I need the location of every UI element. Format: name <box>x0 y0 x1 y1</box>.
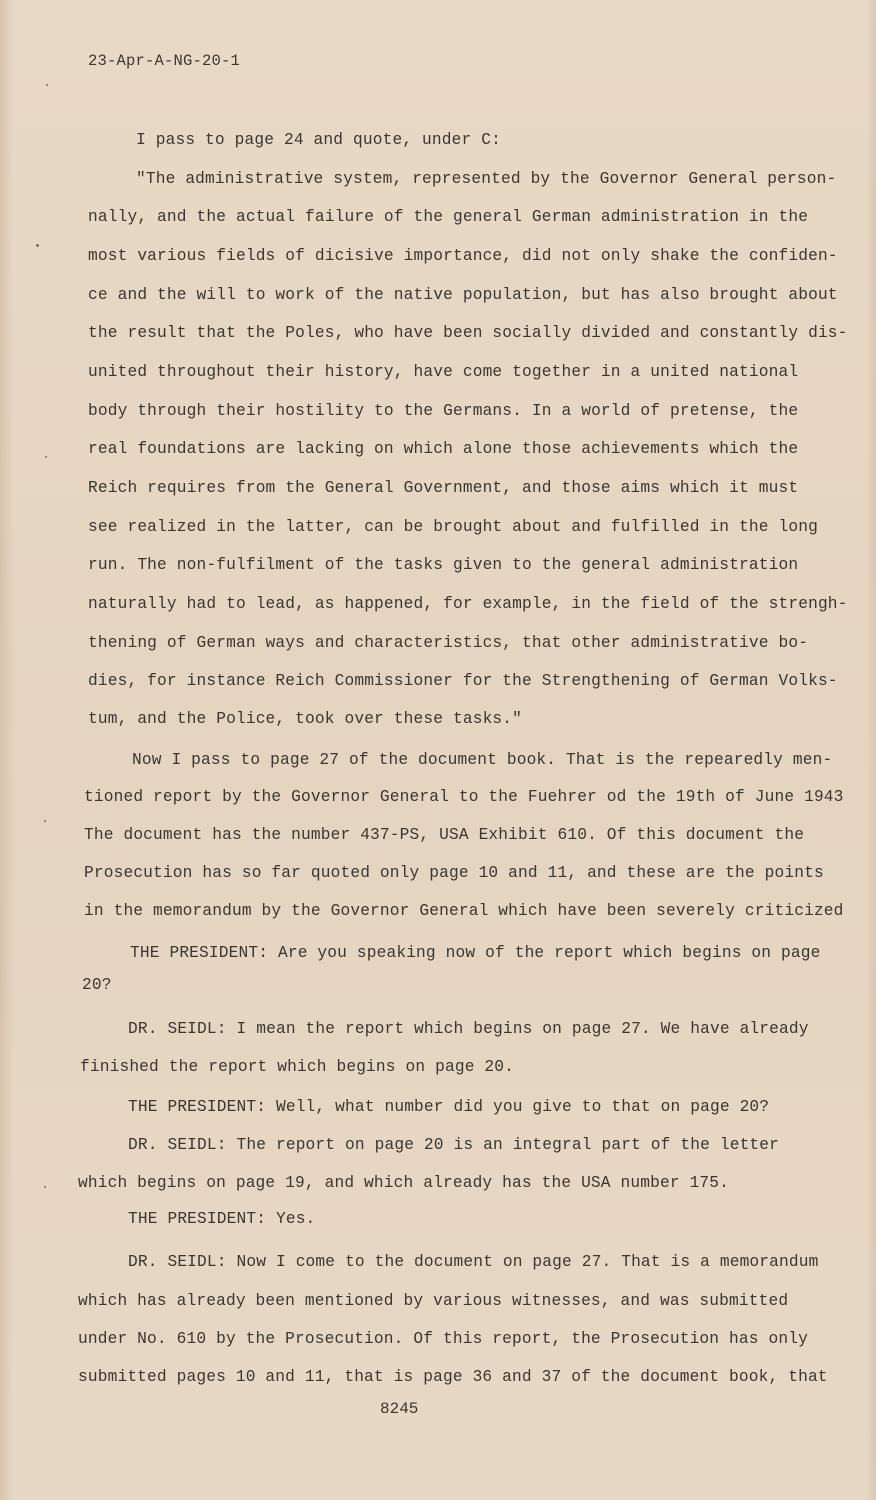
text-line: real foundations are lacking on which alone those achievements which the <box>88 440 799 458</box>
speaker-line: DR. SEIDL: I mean the report which begins on page 27. We have already <box>128 1020 809 1038</box>
page-edge-left <box>0 0 14 1500</box>
text-line: in the memorandum by the Governor General which have been severely criticized <box>84 902 844 920</box>
text-line: The document has the number 437-PS, USA Exhibit 610. Of this document the <box>84 826 805 844</box>
text-line: run. The non-fulfilment of the tasks given to the general administration <box>88 556 799 574</box>
speaker-line: DR. SEIDL: Now I come to the document on page 27. That is a memorandum <box>128 1253 819 1271</box>
text-line: "The administrative system, represented by the Governor General person- <box>136 170 837 188</box>
text-line: Now I pass to page 27 of the document book. That is the repearedly men- <box>132 751 833 769</box>
text-line: nally, and the actual failure of the general German administration in the <box>88 208 809 226</box>
text-line: finished the report which begins on page 20. <box>80 1058 515 1076</box>
text-line: thening of German ways and characteristics, that other administrative bo- <box>88 634 809 652</box>
text-line: I pass to page 24 and quote, under C: <box>136 131 501 149</box>
text-line: see realized in the latter, can be brought about and fulfilled in the long <box>88 518 818 536</box>
text-line: tioned report by the Governor General to the Fuehrer od the 19th of June 1943 <box>84 788 844 806</box>
document-reference: 23-Apr-A-NG-20-1 <box>88 52 241 70</box>
paper-speck <box>46 84 48 86</box>
text-line: naturally had to lead, as happened, for example, in the field of the strengh- <box>88 595 848 613</box>
paper-speck <box>44 820 46 822</box>
page-edge-right <box>866 0 876 1500</box>
speaker-line: DR. SEIDL: The report on page 20 is an integral part of the letter <box>128 1136 780 1154</box>
paper-speck <box>44 1186 46 1188</box>
text-line: most various fields of dicisive importance, did not only shake the confiden- <box>88 247 838 265</box>
text-line: under No. 610 by the Prosecution. Of this report, the Prosecution has only <box>78 1330 808 1348</box>
text-line: body through their hostility to the Germans. In a world of pretense, the <box>88 402 799 420</box>
text-line: united throughout their history, have come together in a united national <box>88 363 799 381</box>
speaker-line: THE PRESIDENT: Are you speaking now of the report which begins on page <box>130 944 821 962</box>
speaker-line: THE PRESIDENT: Well, what number did you give to that on page 20? <box>128 1098 770 1116</box>
text-line: which has already been mentioned by various witnesses, and was submitted <box>78 1292 789 1310</box>
paper-speck <box>36 244 39 247</box>
text-line: which begins on page 19, and which already has the USA number 175. <box>78 1174 730 1192</box>
text-line: dies, for instance Reich Commissioner for the Strengthening of German Volks- <box>88 672 838 690</box>
speaker-line: THE PRESIDENT: Yes. <box>128 1210 316 1228</box>
paper-speck <box>45 456 47 458</box>
text-line: ce and the will to work of the native population, but has also brought about <box>88 286 838 304</box>
text-line: 20? <box>82 976 112 994</box>
page-number: 8245 <box>380 1400 419 1418</box>
text-line: tum, and the Police, took over these tasks." <box>88 710 523 728</box>
text-line: Reich requires from the General Government, and those aims which it must <box>88 479 799 497</box>
text-line: Prosecution has so far quoted only page 10 and 11, and these are the points <box>84 864 824 882</box>
text-line: the result that the Poles, who have been socially divided and constantly dis- <box>88 324 848 342</box>
text-line: submitted pages 10 and 11, that is page 36 and 37 of the document book, that <box>78 1368 828 1386</box>
